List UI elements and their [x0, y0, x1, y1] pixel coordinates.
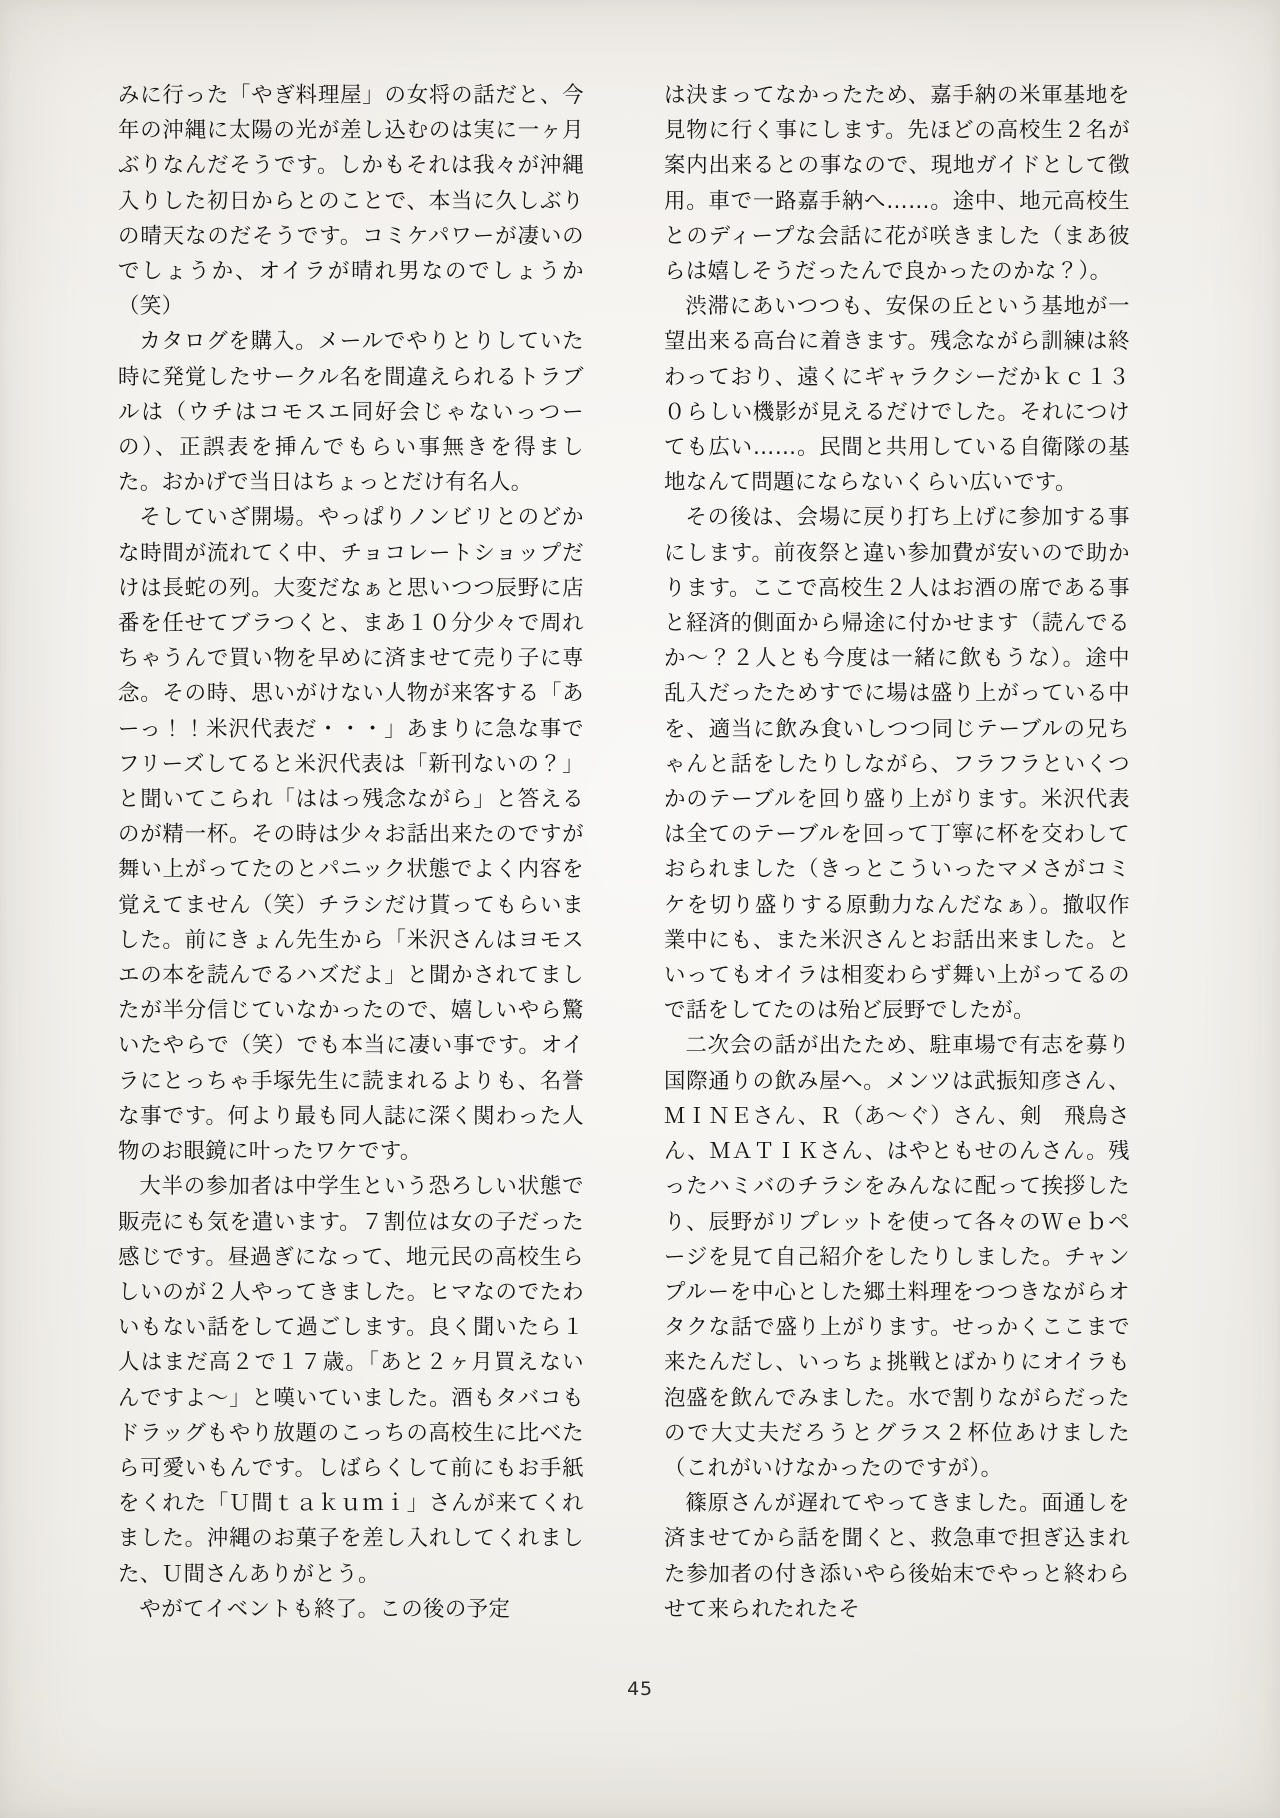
- page-body: [118, 78, 1130, 1638]
- paragraph: 渋滞にあいつつも、安保の丘という基地が一望出来る高台に着きます。残念ながら訓練は終わっており、遠くにギャラクシーだかｋｃ１３０らしい機影が見えるだけでした。それにつけても広い……。民間と共用している自衛隊の基地なんて問題にならないくらい広いです。: [664, 294, 1130, 496]
- text-column-right: [664, 78, 1130, 1638]
- paragraph: そしていざ開場。やっぱりノンビリとのどかな時間が流れてく中、チョコレートショップだけは長蛇の列。大変だなぁと思いつつ辰野に店番を任せてブラつくと、まあ１０分少々で周れちゃうんで買い物を早めに済ませて売り子に専念。その時、思いがけない人物が来客する「あーっ！！米沢代表だ・・・」あまりに急な事でフリーズしてると米沢代表は「新刊ないの？」と聞いてこられ「ははっ残念ながら」と答えるのが精一杯。その時は少々お話出来たのですが舞い上がってたのとパニック状態でよく内容を覚えてません（笑）チラシだけ貰ってもらいました。前にきょん先生から「米沢さんはヨモスエの本を読んでるハズだよ」と聞かされてましたが半分信じていなかったので、嬉しいやら驚いたやらで（笑）でも本当に凄い事です。オイラにとっちゃ手塚先生に読まれるよりも、名誉な事です。何より最も同人誌に深く関わった人物のお眼鏡に叶ったワケです。: [118, 505, 584, 1165]
- paragraph: 二次会の話が出たため、駐車場で有志を募り国際通りの飲み屋へ。メンツは武振知彦さん、ＭＩＮＥさん、Ｒ（あ～ぐ）さん、剣 飛鳥さん、ＭＡＴＩＫさん、はやともせのんさん。残ったハミバのチラシをみんなに配って挨拶したり、辰野がリプレットを使って各々のＷｅｂページを見て自己紹介をしたりしました。チャンプルーを中心とした郷土料理をつつきながらオタクな話で盛り上がります。せっかくここまで来たんだし、いっちょ挑戦とばかりにオイラも泡盛を飲んでみました。水で割りながらだったので大丈夫だろうとグラス２杯位あけました（これがいけなかったのですが）。: [664, 1033, 1130, 1481]
- paragraph: は決まってなかったため、嘉手納の米軍基地を見物に行く事にします。先ほどの高校生２名が案内出来るとの事なので、現地ガイドとして徴用。車で一路嘉手納へ……。途中、地元高校生とのディープな会話に花が咲きました（まあ彼らは嬉しそうだったんで良かったのかな？）。: [664, 83, 1130, 285]
- text-column-left: [118, 78, 584, 1638]
- paragraph: 大半の参加者は中学生という恐ろしい状態で販売にも気を遣います。７割位は女の子だった感じです。昼過ぎになって、地元民の高校生らしいのが２人やってきました。ヒマなのでたわいもない話をして過ごします。良く聞いたら１人はまだ高２で１７歳。「あと２ヶ月買えないんですよ～」と嘆いていました。酒もタバコもドラッグもやり放題のこっちの高校生に比べたら可愛いもんです。しばらくして前にもお手紙をくれた「Ｕ間ｔａｋｕｍｉ」さんが来てくれました。沖縄のお菓子を差し入れしてくれました、Ｕ間さんありがとう。: [118, 1174, 584, 1587]
- page-number: 45: [627, 1678, 653, 1700]
- paragraph: やがてイベントも終了。この後の予定: [139, 1596, 511, 1622]
- paragraph: 篠原さんが遅れてやってきました。面通しを済ませてから話を聞くと、救急車で担ぎ込まれた参加者の付き添いやら後始末でやっと終わらせて来られたれたそ: [664, 1491, 1130, 1622]
- paragraph: その後は、会場に戻り打ち上げに参加する事にします。前夜祭と違い参加費が安いので助かります。ここで高校生２人はお酒の席である事と経済的側面から帰途に付かせます（読んでるか～？２人とも今度は一緒に飲もうな）。途中乱入だったためすでに場は盛り上がっている中を、適当に飲み食いしつつ同じテーブルの兄ちゃんと話をしたりしながら、フラフラといくつかのテーブルを回り盛り上がります。米沢代表は全てのテーブルを回って丁寧に杯を交わしておられました（きっとこういったマメさがコミケを切り盛りする原動力なんだなぁ）。撤収作業中にも、また米沢さんとお話出来ました。といってもオイラは相変わらず舞い上がってるので話をしてたのは殆ど辰野でしたが。: [664, 505, 1130, 1024]
- paragraph: カタログを購入。メールでやりとりしていた時に発覚したサークル名を間違えられるトラブルは（ウチはコモスエ同好会じゃないっつーの）、正誤表を挿んでもらい事無きを得ました。おかげで当日はちょっとだけ有名人。: [118, 329, 584, 496]
- paragraph: みに行った「やぎ料理屋」の女将の話だと、今年の沖縄に太陽の光が差し込むのは実に一ヶ月ぶりなんだそうです。しかもそれは我々が沖縄入りした初日からとのことで、本当に久しぶりの晴天なのだそうです。コミケパワーが凄いのでしょうか、オイラが晴れ男なのでしょうか（笑）: [118, 83, 584, 320]
